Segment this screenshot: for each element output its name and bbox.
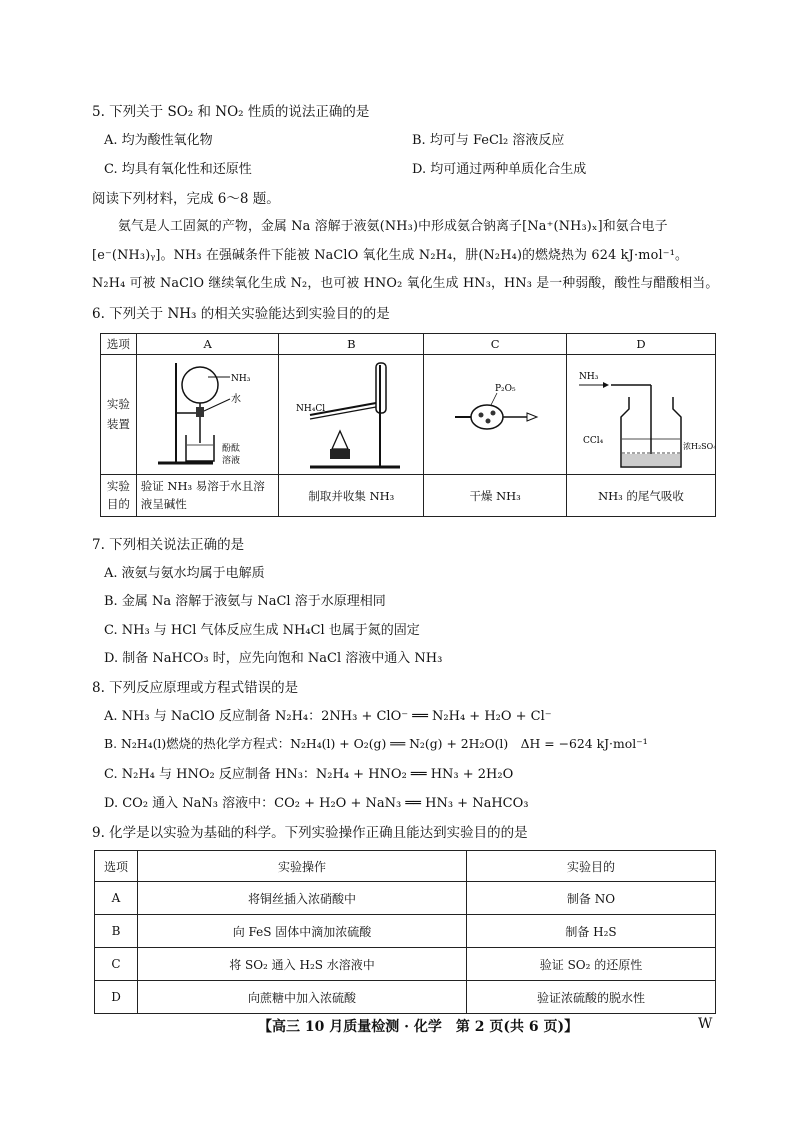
apparatus-a-solution-label: 溶液 xyxy=(221,456,240,466)
q9-row-b-purpose: 制备 H₂S xyxy=(467,915,716,948)
q7-option-c: C. NH₃ 与 HCl 气体反应生成 NH₄Cl 也属于氮的固定 xyxy=(104,623,420,638)
q6-purpose-a: 验证 NH₃ 易溶于水且溶液呈碱性 xyxy=(136,475,279,517)
q7-option-b: B. 金属 Na 溶解于液氨与 NaCl 溶于水原理相同 xyxy=(104,594,386,609)
q8-option-b: B. N₂H₄(l)燃烧的热化学方程式：N₂H₄(l) + O₂(g) ══ N₂(g) + 2H₂O(l) ΔH = −624 kJ·mol⁻¹ xyxy=(104,736,648,751)
apparatus-a-nh3-label: NH₃ xyxy=(230,374,250,384)
apparatus-c-p2o5-label: P₂O₅ xyxy=(495,384,516,394)
q6-header-c: C xyxy=(424,334,567,355)
q5-stem: 5. 下列关于 SO₂ 和 NO₂ 性质的说法正确的是 xyxy=(92,104,370,120)
q9-row-d-operation: 向蔗糖中加入浓硫酸 xyxy=(138,981,467,1014)
q9-row-c-option: C xyxy=(95,948,138,981)
q9-row-d-option: D xyxy=(95,981,138,1014)
q6-header-label: 选项 xyxy=(101,334,137,355)
q8-option-a: A. NH₃ 与 NaClO 反应制备 N₂H₄：2NH₃ + ClO⁻ ══ N₂H₄ + H₂O + Cl⁻ xyxy=(104,709,552,724)
reading-paragraph-line-3: N₂H₄ 可被 NaClO 继续氧化生成 N₂，也可被 HNO₂ 氧化生成 HN₃，HN₃ 是一种弱酸，酸性与醋酸相当。 xyxy=(92,276,719,291)
apparatus-b-nh4cl-label: NH₄Cl xyxy=(296,404,326,414)
table-row xyxy=(95,948,716,981)
q9-stem: 9. 化学是以实验为基础的科学。下列实验操作正确且能达到实验目的的是 xyxy=(92,825,528,841)
q6-purpose-label: 实验 目的 xyxy=(101,475,137,517)
q9-table xyxy=(94,850,716,1014)
absorption-bottle-diagram xyxy=(567,355,715,471)
apparatus-d-absorption-bottle xyxy=(567,355,716,475)
drying-tube-diagram xyxy=(425,355,565,471)
fountain-apparatus-diagram xyxy=(138,355,278,471)
q5-option-a: A. 均为酸性氧化物 xyxy=(104,133,213,148)
apparatus-d-ccl4-label: CCl₄ xyxy=(583,436,604,446)
q7-stem: 7. 下列相关说法正确的是 xyxy=(92,537,245,553)
q9-header-option: 选项 xyxy=(95,851,138,882)
q9-row-a-option: A xyxy=(95,882,138,915)
q8-option-c: C. N₂H₄ 与 HNO₂ 反应制备 HN₃：N₂H₄ + HNO₂ ══ HN₃ + 2H₂O xyxy=(104,767,514,782)
table-row xyxy=(95,981,716,1014)
table-row xyxy=(95,915,716,948)
q6-purpose-d: NH₃ 的尾气吸收 xyxy=(567,475,716,517)
footer-version-mark: W xyxy=(698,1016,713,1032)
q8-stem: 8. 下列反应原理或方程式错误的是 xyxy=(92,680,299,696)
q8-option-d: D. CO₂ 通入 NaN₃ 溶液中：CO₂ + H₂O + NaN₃ ══ HN₃ + NaHCO₃ xyxy=(104,796,529,811)
q9-row-c-operation: 将 SO₂ 通入 H₂S 水溶液中 xyxy=(138,948,467,981)
q6-purpose-b: 制取并收集 NH₃ xyxy=(279,475,424,517)
apparatus-d-h2so4-label: 浓H₂SO₄ xyxy=(683,442,715,451)
q9-row-b-option: B xyxy=(95,915,138,948)
apparatus-a-water-label: 水 xyxy=(230,394,241,405)
apparatus-b-nh4cl-heating xyxy=(279,355,424,475)
reading-paragraph-line-1: 氨气是人工固氮的产物，金属 Na 溶解于液氨(NH₃)中形成氨合钠离子[Na⁺(NH₃)ₓ]和氨合电子 xyxy=(118,219,668,234)
q6-header-d: D xyxy=(567,334,716,355)
table-row xyxy=(95,882,716,915)
q9-header-operation: 实验操作 xyxy=(138,851,467,882)
apparatus-a-fountain xyxy=(136,355,279,475)
q6-header-a: A xyxy=(136,334,279,355)
q9-row-a-operation: 将铜丝插入浓硝酸中 xyxy=(138,882,467,915)
apparatus-a-phenolphthalein-label: 酚酞 xyxy=(221,444,240,454)
nh4cl-heating-diagram xyxy=(280,355,422,471)
apparatus-c-drying-tube xyxy=(424,355,567,475)
q9-row-d-purpose: 验证浓硫酸的脱水性 xyxy=(467,981,716,1014)
q6-header-b: B xyxy=(279,334,424,355)
page-footer: 【高三 10 月质量检测 · 化学 第 2 页(共 6 页)】 xyxy=(258,1019,579,1035)
q7-option-d: D. 制备 NaHCO₃ 时，应先向饱和 NaCl 溶液中通入 NH₃ xyxy=(104,651,443,666)
reading-paragraph-line-2: [e⁻(NH₃)ᵧ]。NH₃ 在强碱条件下能被 NaClO 氧化生成 N₂H₄，肼(N₂H₄)的燃烧热为 624 kJ·mol⁻¹。 xyxy=(92,248,689,263)
q9-header-purpose: 实验目的 xyxy=(467,851,716,882)
q5-option-b: B. 均可与 FeCl₂ 溶液反应 xyxy=(412,133,565,148)
q9-row-c-purpose: 验证 SO₂ 的还原性 xyxy=(467,948,716,981)
q5-option-c: C. 均具有氧化性和还原性 xyxy=(104,162,252,177)
q9-row-a-purpose: 制备 NO xyxy=(467,882,716,915)
q7-option-a: A. 液氨与氨水均属于电解质 xyxy=(104,566,265,581)
apparatus-d-nh3-label: NH₃ xyxy=(579,372,599,382)
q6-purpose-c: 干燥 NH₃ xyxy=(424,475,567,517)
q6-table xyxy=(100,333,716,517)
reading-intro: 阅读下列材料，完成 6～8 题。 xyxy=(92,191,280,207)
q6-apparatus-label: 实验 装置 xyxy=(101,355,137,475)
q9-row-b-operation: 向 FeS 固体中滴加浓硫酸 xyxy=(138,915,467,948)
q6-stem: 6. 下列关于 NH₃ 的相关实验能达到实验目的的是 xyxy=(92,306,390,322)
q5-option-d: D. 均可通过两种单质化合生成 xyxy=(412,162,587,177)
